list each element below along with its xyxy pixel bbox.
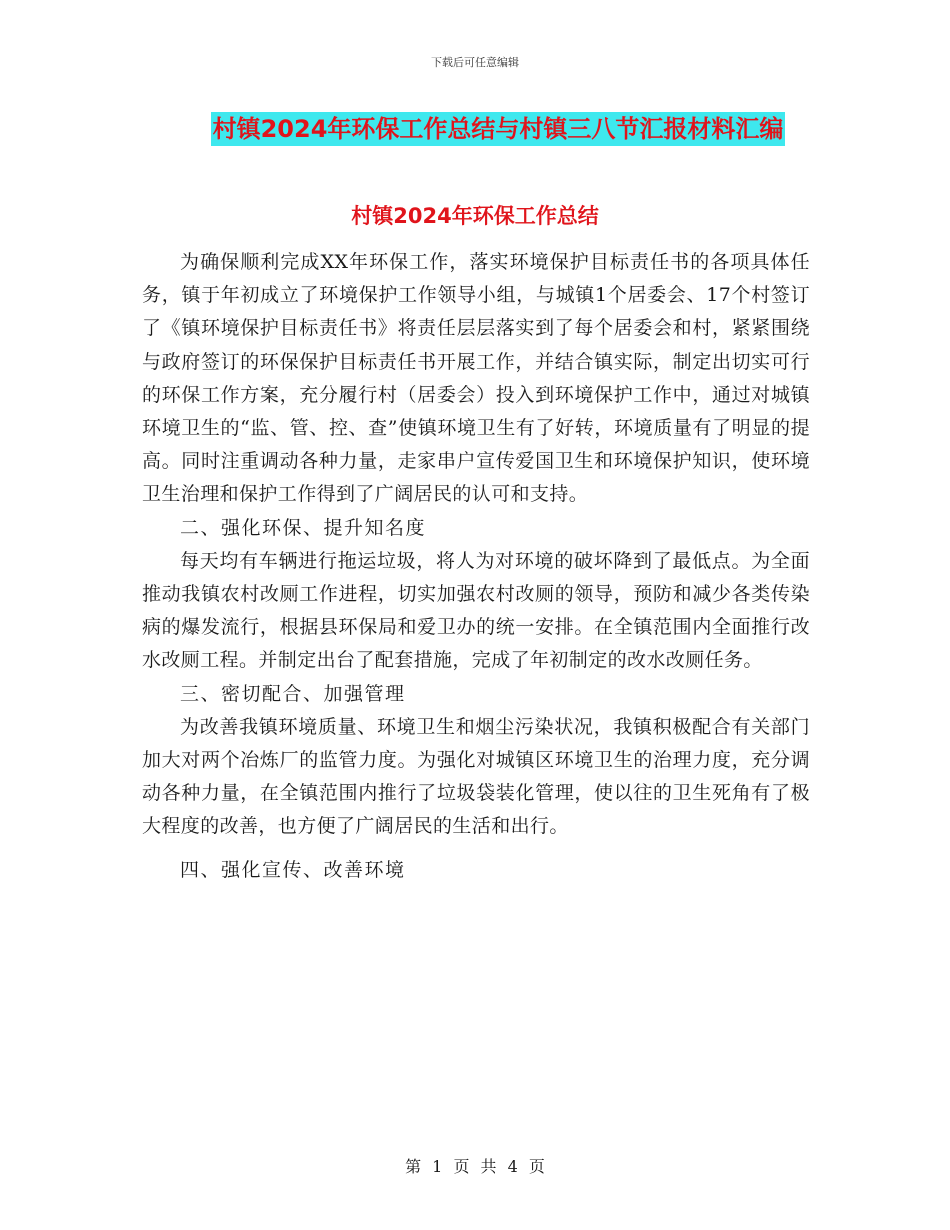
paragraph-section-2: 每天均有车辆进行拖运垃圾，将人为对环境的破坏降到了最低点。为全面推动我镇农村改厕工作进程，切实加强农村改厕的领导，预防和减少各类传染病的爆发流行，根据县环保局和爱卫办的统一安排。在全镇范围内全面推行改水改厕工程。并制定出台了配套措施，完成了年初制定的改水改厕任务。	[142, 549, 810, 672]
section-heading-2: 二、强化环保、提升知名度	[180, 516, 427, 539]
paragraph-section-3: 为改善我镇环境质量、环境卫生和烟尘污染状况，我镇积极配合有关部门加大对两个冶炼厂的监管力度。为强化对城镇区环境卫生的治理力度，充分调动各种力量，在全镇范围内推行了垃圾袋装化管理，使以往的卫生死角有了极大程度的改善，也方便了广阔居民的生活和出行。	[142, 715, 810, 838]
paragraph-intro: 为确保顺利完成XX年环保工作，落实环境保护目标责任书的各项具体任务，镇于年初成立了环境保护工作领导小组，与城镇1个居委会、17个村签订了《镇环境保护目标责任书》将责任层层落实到了每个居委会和村，紧紧围绕与政府签订的环保保护目标责任书开展工作，并结合镇实际，制定出切实可行的环保工作方案，充分履行村（居委会）投入到环境保护工作中，通过对城镇环境卫生的“监、管、控、查”使镇环境卫生有了好转，环境质量有了明显的提高。同时注重调动各种力量，走家串户宣传爱国卫生和环境保护知识，使环境卫生治理和保护工作得到了广阔居民的认可和支持。	[142, 251, 810, 506]
document-body	[142, 246, 810, 887]
section-heading-4: 四、强化宣传、改善环境	[180, 858, 406, 881]
main-title: 村镇2024年环保工作总结与村镇三八节汇报材料汇编	[211, 112, 786, 146]
page-header-note: 下载后可任意编辑	[431, 56, 519, 69]
main-title-container	[0, 112, 950, 146]
section-title: 村镇2024年环保工作总结	[351, 204, 599, 228]
page-number: 第 1 页 共 4 页	[405, 1157, 545, 1176]
section-heading-3: 三、密切配合、加强管理	[180, 682, 406, 705]
